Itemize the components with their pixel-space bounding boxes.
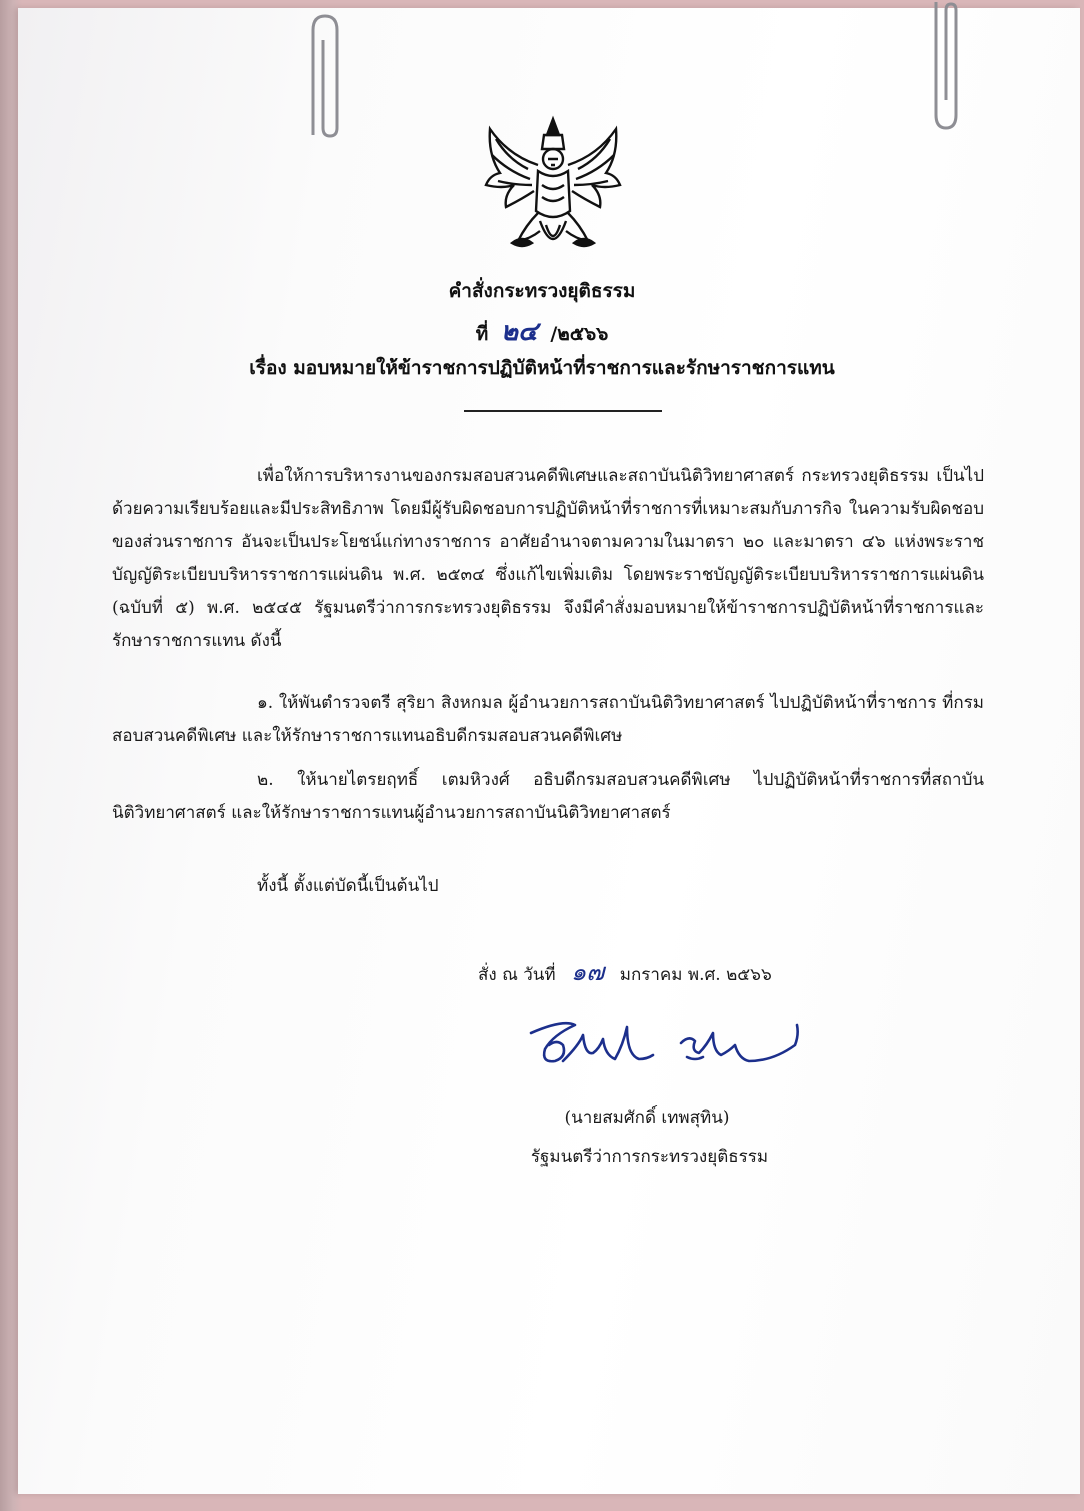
order-number-line — [0, 311, 1084, 352]
signer-name: (นายสมศักดิ์ เทพสุทิน) — [564, 1108, 730, 1128]
divider-line — [464, 410, 662, 412]
order-item-2: ๒. ให้นายไตรยฤทธิ์ เตมหิวงศ์ อธิบดีกรมสอบสวนคดีพิเศษ ไปปฏิบัติหน้าที่ราชการที่สถาบัน นิติวิทยาศาสตร์ และให้รักษาราชการแทนผู้อำนวยการสถาบันนิติวิทยาศาสตร์ — [112, 770, 984, 823]
order-number-handwritten: ๒๔ — [500, 317, 538, 347]
order-subject: เรื่อง มอบหมายให้ข้าราชการปฏิบัติหน้าที่ราชการและรักษาราชการแทน — [249, 357, 835, 379]
order-prefix: ที่ — [475, 323, 489, 345]
signer-title: รัฐมนตรีว่าการกระทรวงยุติธรรม — [530, 1147, 769, 1167]
order-date — [478, 952, 772, 991]
date-month-year: มกราคม พ.ศ. ๒๕๖๖ — [619, 965, 772, 985]
closing-statement: ทั้งนี้ ตั้งแต่บัดนี้เป็นต้นไป — [257, 876, 439, 896]
main-paragraph: เพื่อให้การบริหารงานของกรมสอบสวนคดีพิเศษและสถาบันนิติวิทยาศาสตร์ กระทรวงยุติธรรม เป็นไปด้วยความเรียบร้อยและมีประสิทธิภาพ โดยมีผู้รับผิดชอบการปฏิบัติหน้าที่ราชการที่เหมาะสมกับภารกิจ ในความรับผิดชอบของส่วนราชการ อันจะเป็นประโยชน์แก่ทางราชการ อาศัยอำนาจตามความในมาตรา ๒๐ และมาตรา ๔๖ แห่งพระราชบัญญัติระเบียบบริหารราชการแผ่นดิน พ.ศ. ๒๕๓๔ ซึ่งแก้ไขเพิ่มเติม โดยพระราชบัญญัติระเบียบบริหารราชการแผ่นดิน (ฉบับที่ ๕) พ.ศ. ๒๕๔๕ รัฐมนตรีว่าการกระทรวงยุติธรรม จึงมีคำสั่งมอบหมายให้ข้าราชการปฏิบัติหน้าที่ราชการและรักษาราชการแทน ดังนี้ — [112, 466, 984, 651]
order-item-1: ๑. ให้พันตำรวจตรี สุริยา สิงหกมล ผู้อำนวยการสถาบันนิติวิทยาศาสตร์ ไปปฏิบัติหน้าที่ราชการ ที่กรมสอบสวนคดีพิเศษ และให้รักษาราชการแทนอธิบดีกรมสอบสวนคดีพิเศษ — [112, 693, 984, 746]
garuda-emblem — [478, 115, 628, 263]
order-year: /๒๕๖๖ — [550, 323, 609, 345]
paper-clip-icon — [303, 10, 343, 140]
date-day-handwritten: ๑๗ — [571, 958, 605, 986]
order-title: คำสั่งกระทรวงยุติธรรม — [448, 280, 636, 302]
handwritten-signature — [523, 1015, 805, 1085]
date-prefix: สั่ง ณ วันที่ — [478, 965, 556, 985]
paper-clip-icon — [924, 0, 964, 130]
